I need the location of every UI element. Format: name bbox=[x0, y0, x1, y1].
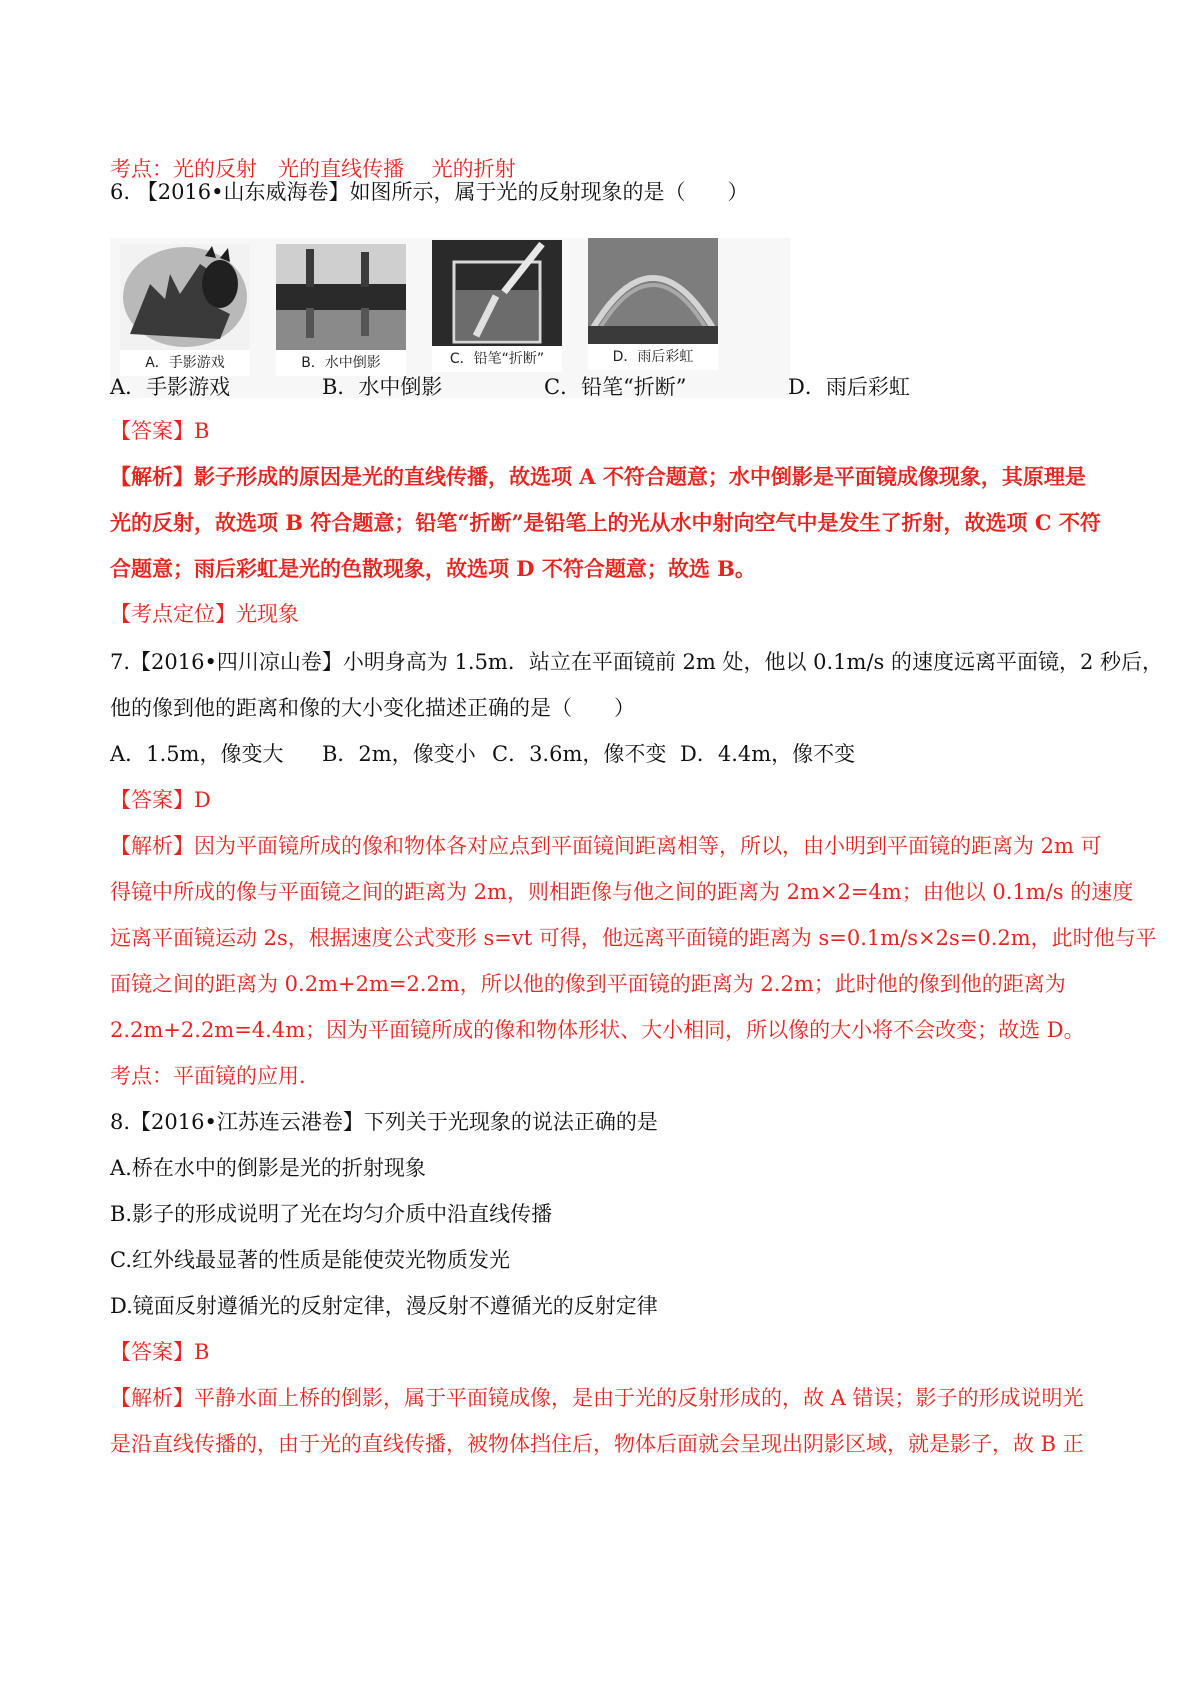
figure-d-caption: D．雨后彩虹 bbox=[588, 344, 718, 370]
figure-a-hand-shadow bbox=[120, 244, 250, 376]
q7-option-b: B．2m，像变小 bbox=[322, 742, 476, 766]
kaodian-header: 考点：光的反射 光的直线传播 光的折射 bbox=[110, 157, 516, 181]
q8-analysis-line-2: 是沿直线传播的，由于光的直线传播，被物体挡住后，物体后面就会呈现出阴影区域，就是影子，故 B 正 bbox=[110, 1432, 1084, 1456]
figure-b-caption: B．水中倒影 bbox=[276, 350, 406, 376]
q6-analysis-line-3: 合题意；雨后彩虹是光的色散现象，故选项 D 不符合题意；故选 B。 bbox=[110, 556, 756, 581]
q6-option-c: C．铅笔“折断” bbox=[544, 375, 687, 399]
q6-option-a: A．手影游戏 bbox=[110, 375, 231, 399]
q8-option-c: C.红外线最显著的性质是能使荧光物质发光 bbox=[110, 1248, 510, 1272]
q7-analysis-line-3: 远离平面镜运动 2s，根据速度公式变形 s=vt 可得，他远离平面镜的距离为 s=0.1m/s×2s=0.2m，此时他与平 bbox=[110, 926, 1157, 950]
q7-kaodian: 考点：平面镜的应用． bbox=[110, 1064, 320, 1088]
q6-analysis-line-1: 【解析】影子形成的原因是光的直线传播，故选项 A 不符合题意；水中倒影是平面镜成像现象，其原理是 bbox=[110, 464, 1086, 489]
q7-answer: 【答案】D bbox=[110, 788, 211, 812]
q8-answer: 【答案】B bbox=[110, 1340, 210, 1364]
q7-option-d: D．4.4m，像不变 bbox=[680, 742, 856, 766]
q7-analysis-line-1: 【解析】因为平面镜所成的像和物体各对应点到平面镜间距离相等，所以，由小明到平面镜的距离为 2m 可 bbox=[110, 834, 1102, 858]
q6-stem: 6. 【2016•山东威海卷】如图所示，属于光的反射现象的是（ ） bbox=[110, 180, 749, 204]
q7-stem-line-2: 他的像到他的距离和像的大小变化描述正确的是（ ） bbox=[110, 696, 635, 720]
q7-stem-line-1: 7.【2016•四川凉山卷】小明身高为 1.5m．站立在平面镜前 2m 处，他以 0.1m/s 的速度远离平面镜，2 秒后， bbox=[110, 650, 1164, 674]
q8-option-a: A.桥在水中的倒影是光的折射现象 bbox=[110, 1156, 426, 1180]
figure-b-water-reflection bbox=[276, 244, 406, 376]
q6-option-d: D．雨后彩虹 bbox=[788, 375, 910, 399]
q7-option-c: C．3.6m，像不变 bbox=[492, 742, 667, 766]
q8-option-d: D.镜面反射遵循光的反射定律，漫反射不遵循光的反射定律 bbox=[110, 1294, 658, 1318]
q6-answer: 【答案】B bbox=[110, 419, 210, 443]
q8-stem: 8.【2016•江苏连云港卷】下列关于光现象的说法正确的是 bbox=[110, 1110, 658, 1134]
q7-analysis-line-4: 面镜之间的距离为 0.2m+2m=2.2m，所以他的像到平面镜的距离为 2.2m；此时他的像到他的距离为 bbox=[110, 972, 1066, 996]
q8-option-b: B.影子的形成说明了光在均匀介质中沿直线传播 bbox=[110, 1202, 553, 1226]
figure-c-caption: C．铅笔“折断” bbox=[432, 346, 562, 372]
q6-kaodian-dingwei: 【考点定位】光现象 bbox=[110, 602, 299, 626]
q7-analysis-line-2: 得镜中所成的像与平面镜之间的距离为 2m，则相距像与他之间的距离为 2m×2=4m；由他以 0.1m/s 的速度 bbox=[110, 880, 1134, 904]
q6-option-b: B．水中倒影 bbox=[322, 375, 443, 399]
figure-d-rainbow bbox=[588, 238, 718, 370]
q7-analysis-line-5: 2.2m+2.2m=4.4m；因为平面镜所成的像和物体形状、大小相同，所以像的大小将不会改变；故选 D。 bbox=[110, 1018, 1085, 1042]
q6-analysis-line-2: 光的反射，故选项 B 符合题意；铅笔“折断”是铅笔上的光从水中射向空气中是发生了折射，故选项 C 不符 bbox=[110, 510, 1101, 535]
q8-analysis-line-1: 【解析】平静水面上桥的倒影，属于平面镜成像，是由于光的反射形成的，故 A 错误；影子的形成说明光 bbox=[110, 1386, 1084, 1410]
figure-c-bent-pencil bbox=[432, 240, 562, 372]
figure-a-caption: A．手影游戏 bbox=[120, 350, 250, 376]
q7-option-a: A．1.5m，像变大 bbox=[110, 742, 284, 766]
